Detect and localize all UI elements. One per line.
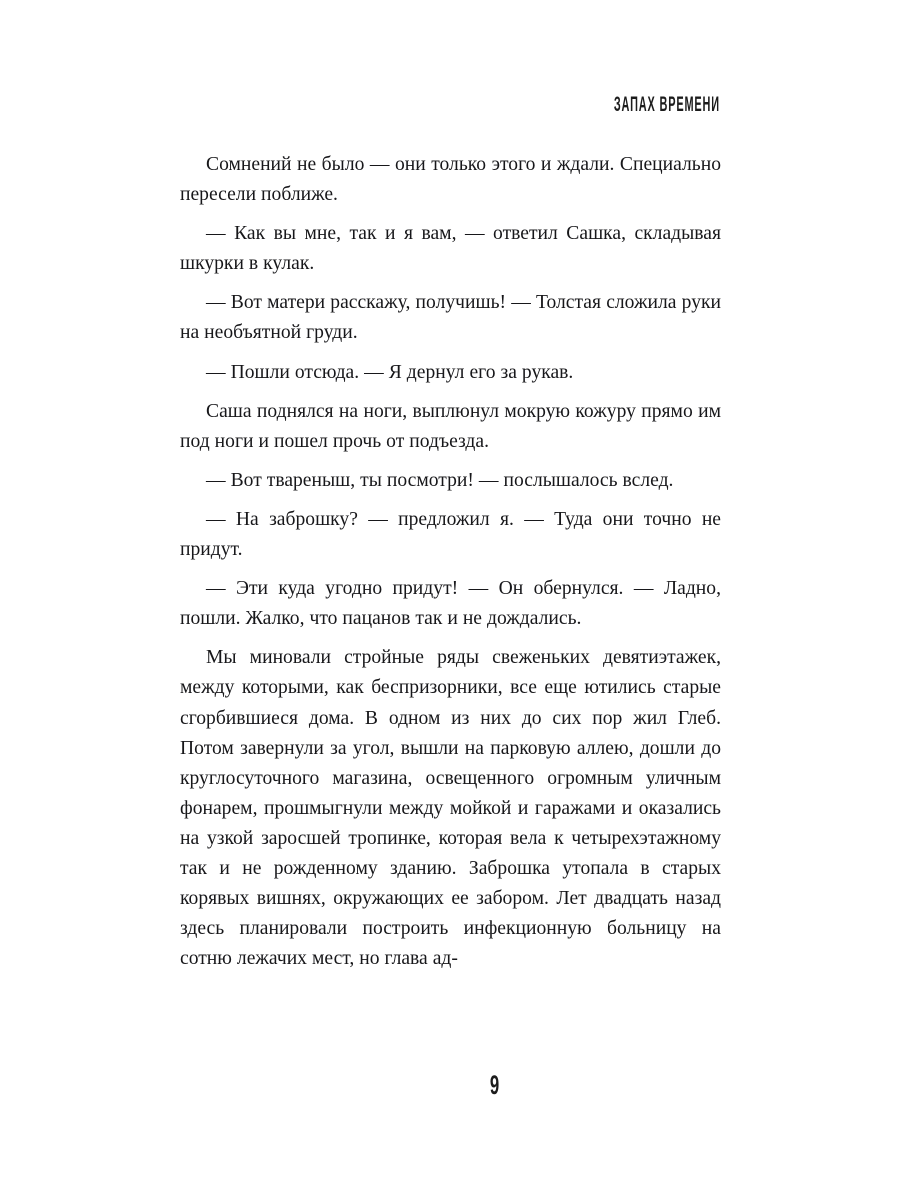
page-number-value: 9 — [490, 1070, 500, 1100]
paragraph: Мы миновали стройные ряды свеженьких девятиэтажек, между которыми, как беспризорники, все еще ютились старые сгорбившиеся дома. В одном из них до сих пор жил Глеб. Потом завернули за угол, вышли на парковую аллею, дошли до круглосуточного магазина, освещенного огромным уличным фонарем, прошмыгнули между мойкой и гаражами и оказались на узкой заросшей тропинке, которая вела к четырехэтажному так и не рожденному зданию. Заброшка утопала в старых корявых вишнях, окружающих ее забором. Лет двадцать назад здесь планировали построить инфекционную больницу на сотню лежачих мест, но глава ад- — [180, 647, 721, 970]
paragraph: Саша поднялся на ноги, выплюнул мокрую кожуру прямо им под ноги и пошел прочь от подъезда. — [180, 400, 721, 452]
paragraph: — Вот матери расскажу, получишь! — Толстая сложила руки на необъятной груди. — [180, 292, 721, 344]
running-head — [180, 94, 720, 115]
paragraph: — Пошли отсюда. — Я дернул его за рукав. — [206, 361, 574, 383]
paragraph: — Вот твареныш, ты посмотри! — послышалось вслед. — [206, 469, 674, 491]
paragraph: — На заброшку? — предложил я. — Туда они точно не придут. — [180, 508, 721, 561]
body-text-column — [180, 150, 721, 974]
paragraph: — Как вы мне, так и я вам, — ответил Сашка, складывая шкурки в кулак. — [180, 223, 721, 275]
paragraph: Сомнений не было — они только этого и ждали. Специально пересели поближе. — [180, 154, 721, 206]
page-number — [0, 1072, 900, 1099]
paragraph: — Эти куда угодно придут! — Он обернулся. — Ладно, пошли. Жалко, что пацанов так и не дождались. — [180, 578, 721, 630]
running-head-title: ЗАПАХ ВРЕМЕНИ — [613, 93, 720, 116]
